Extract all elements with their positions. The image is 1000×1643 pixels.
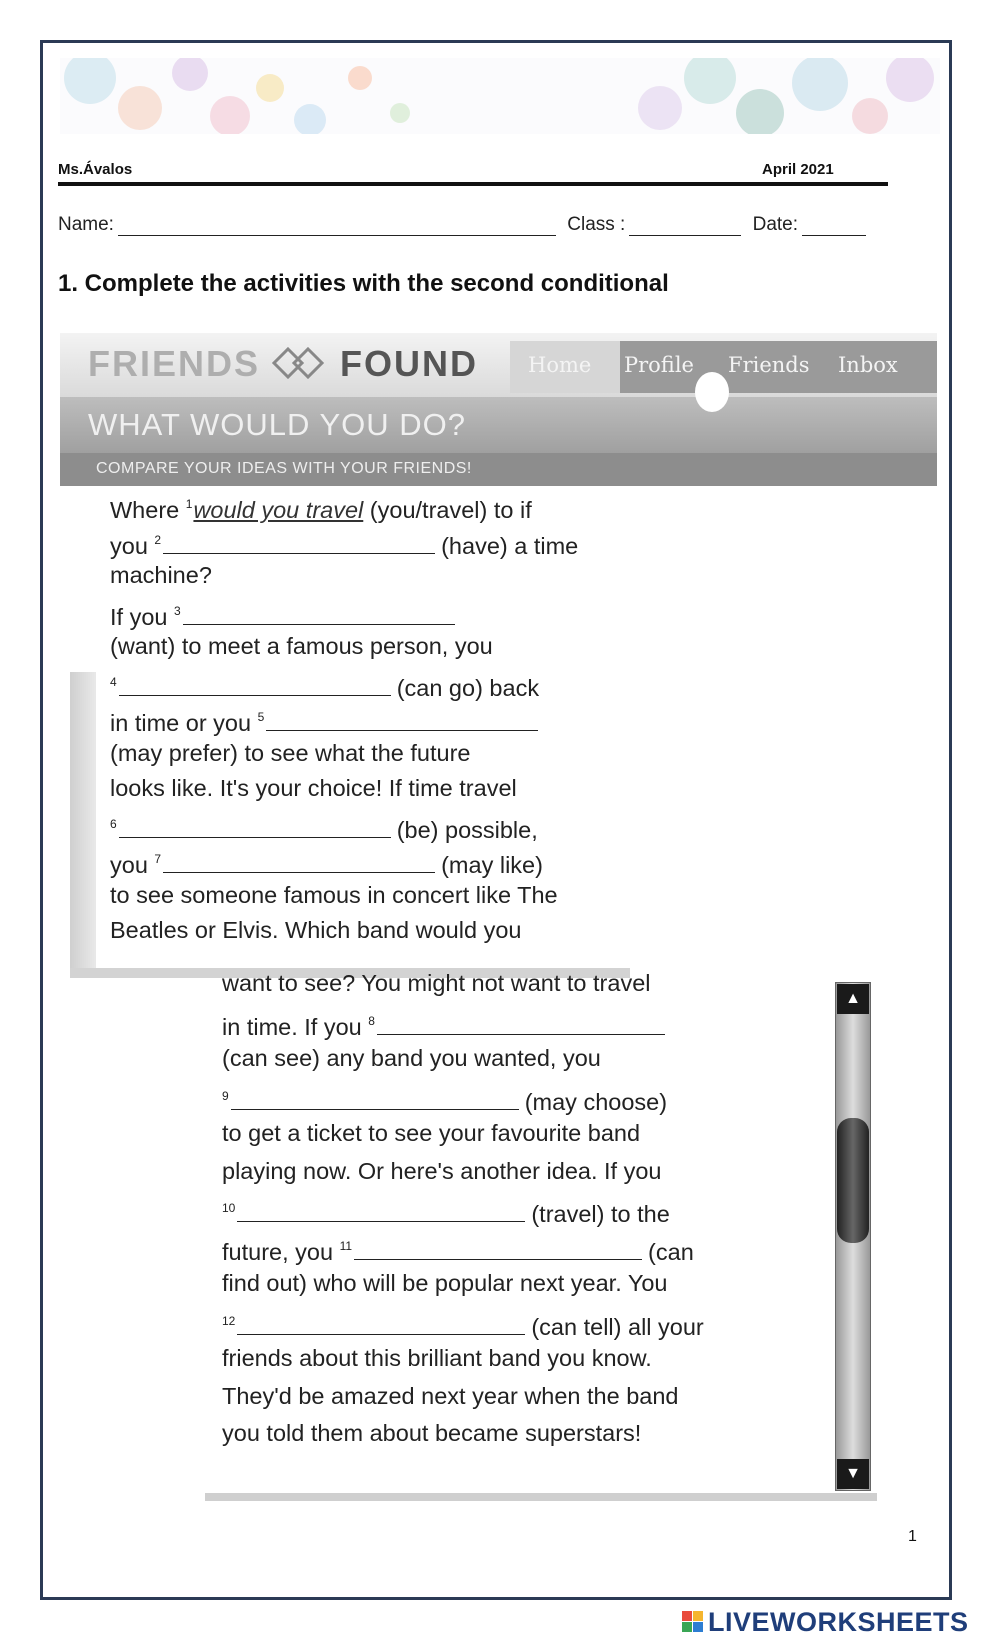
passage-part-1: Where $^1$would you travel (you/travel) to if you $^2$ (have) a time machine? If you $^3$ (want) to meet a famous person, you $^4$ (can go) back in time or you $^5$ (may prefer) to see what the future looks like. It's your choice! If time travel $^6$ (be) possible, you $^7$ (may like) to see someone famous in concert like The Beatles or Elvis. Which band would you (110, 497, 579, 943)
nav-profile[interactable]: Profile (624, 353, 694, 377)
friends-found-header (60, 333, 937, 486)
answer-blank-7[interactable] (163, 850, 435, 873)
name-field[interactable] (118, 217, 556, 236)
site-logo: FRIENDS FOUND (88, 343, 479, 384)
class-label: Class : (567, 214, 626, 235)
scrollbar[interactable] (835, 982, 871, 1491)
answer-blank-10[interactable] (237, 1199, 525, 1222)
answer-blank-11[interactable] (354, 1237, 642, 1260)
page-number: 1 (908, 1528, 917, 1545)
nav-inbox[interactable]: Inbox (838, 353, 898, 377)
passage-part-2: want to see? You might not want to travel in time. If you $^8$ (can see) any band you wanted, you $^9$ (may choose) to get a ticket to see your favourite band playing now. Or here's another idea. If you $^{10}$ (travel) to the future, you $^{11}$ (can find out) who will be popular next year. You $^{12}$ (can tell) all your friends about this brilliant band you know. They'd be amazed next year when the band you told them about became superstars! (222, 970, 704, 1446)
header-divider (58, 182, 888, 186)
example-answer: would you travel (193, 497, 364, 523)
answer-blank-9[interactable] (231, 1087, 519, 1110)
student-fields (58, 214, 872, 236)
photo-speck (695, 372, 729, 412)
answer-blank-5[interactable] (266, 708, 538, 731)
scroll-down-icon[interactable]: ▼ (837, 1459, 869, 1489)
liveworksheets-brand: LIVEWORKSHEETS (682, 1607, 969, 1638)
nav-friends[interactable]: Friends (728, 353, 810, 377)
decorative-banner (60, 58, 940, 134)
teacher-name: Ms.Ávalos (58, 161, 133, 178)
scroll-thumb[interactable] (837, 1118, 869, 1243)
answer-blank-6[interactable] (119, 815, 391, 838)
date-label: Date: (752, 214, 799, 235)
answer-blank-4[interactable] (119, 673, 391, 696)
nav-home[interactable]: Home (528, 353, 592, 377)
answer-blank-8[interactable] (377, 1012, 665, 1035)
worksheet-date: April 2021 (762, 161, 834, 178)
answer-blank-3[interactable] (183, 602, 455, 625)
site-heading: WHAT WOULD YOU DO? (88, 407, 466, 442)
site-subheading: COMPARE YOUR IDEAS WITH YOUR FRIENDS! (96, 460, 472, 477)
date-field[interactable] (802, 217, 866, 236)
class-field[interactable] (629, 217, 741, 236)
exercise-title: 1. Complete the activities with the second conditional (58, 270, 669, 297)
liveworksheets-logo-icon (682, 1611, 704, 1633)
name-label: Name: (58, 214, 114, 235)
scroll-up-icon[interactable]: ▲ (837, 984, 869, 1014)
diamond-logo-icon (272, 347, 328, 379)
answer-blank-2[interactable] (163, 531, 435, 554)
answer-blank-12[interactable] (237, 1312, 525, 1335)
